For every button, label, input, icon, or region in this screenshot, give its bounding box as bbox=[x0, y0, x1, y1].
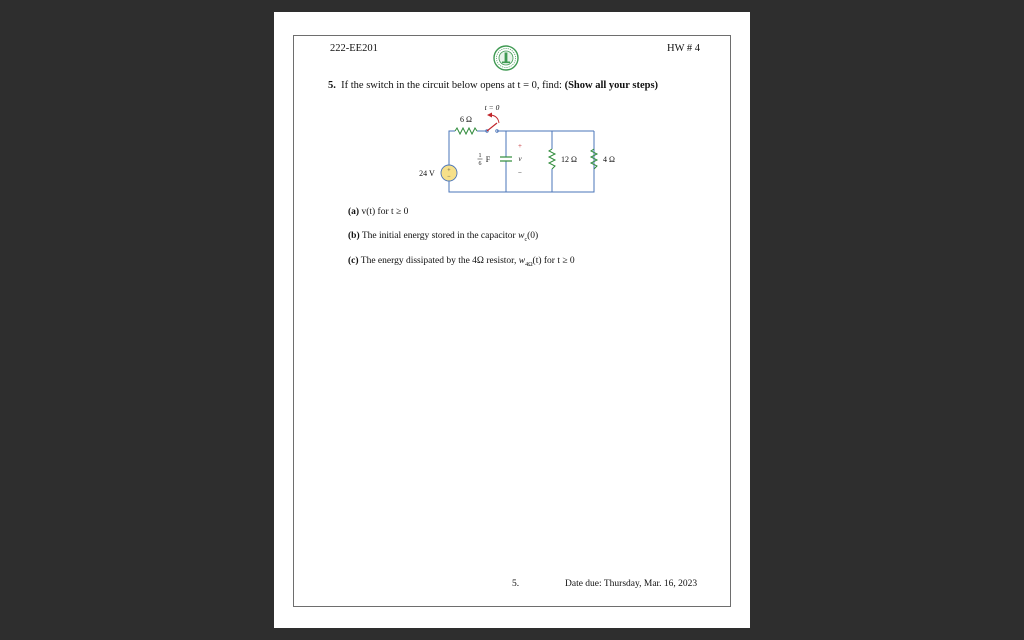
switch-arrow bbox=[491, 115, 499, 123]
v-label: v bbox=[518, 155, 522, 163]
source-plus: + bbox=[447, 168, 451, 174]
part-b-text: The initial energy stored in the capacitor bbox=[361, 231, 516, 241]
switch-arrow-head bbox=[487, 113, 492, 118]
question-emphasis: (Show all your steps) bbox=[564, 80, 659, 91]
switch-blade bbox=[487, 123, 497, 131]
part-a bbox=[348, 207, 408, 217]
r2-label: 12 Ω bbox=[561, 155, 577, 164]
part-c-math: w bbox=[518, 256, 526, 266]
circuit-diagram bbox=[399, 104, 639, 204]
part-c-arg: (t) for t ≥ 0 bbox=[532, 256, 575, 266]
r1-label: 6 Ω bbox=[460, 115, 472, 124]
document-page bbox=[274, 12, 750, 628]
part-b-label: (b) bbox=[348, 231, 360, 241]
cap-label-num: 1 bbox=[478, 153, 482, 159]
switch-label: t = 0 bbox=[484, 104, 500, 112]
r3-label: 4 Ω bbox=[603, 155, 615, 164]
question-number: 5. bbox=[328, 80, 336, 91]
v-plus: + bbox=[518, 142, 522, 150]
part-b-math: w bbox=[518, 231, 525, 241]
part-c-sub: 4Ω bbox=[525, 261, 533, 268]
source-label: 24 V bbox=[419, 169, 435, 178]
course-code: 222-EE201 bbox=[330, 43, 378, 54]
part-b-arg: (0) bbox=[527, 231, 539, 241]
part-a-text: v(t) for t ≥ 0 bbox=[361, 207, 409, 217]
resistor-12-ohm bbox=[549, 149, 555, 169]
v-minus: − bbox=[518, 169, 522, 177]
part-c-text: The energy dissipated by the 4Ω resistor, bbox=[360, 256, 517, 266]
wire-left bbox=[449, 131, 455, 167]
source-minus: − bbox=[447, 174, 451, 180]
part-c bbox=[348, 256, 575, 268]
part-c-label: (c) bbox=[348, 256, 359, 266]
part-b bbox=[348, 231, 538, 243]
cap-label-den: 6 bbox=[478, 161, 482, 167]
cap-unit: F bbox=[485, 155, 491, 164]
question-5 bbox=[328, 80, 658, 91]
university-seal-icon bbox=[493, 45, 519, 71]
part-a-label: (a) bbox=[348, 207, 360, 217]
due-date: Date due: Thursday, Mar. 16, 2023 bbox=[565, 579, 698, 589]
resistor-6-ohm bbox=[455, 128, 477, 134]
question-text: If the switch in the circuit below opens at t = 0, find: bbox=[341, 80, 562, 91]
page-number: 5. bbox=[512, 579, 520, 589]
part-b-sub: c bbox=[524, 236, 528, 243]
hw-number: HW # 4 bbox=[667, 43, 701, 54]
